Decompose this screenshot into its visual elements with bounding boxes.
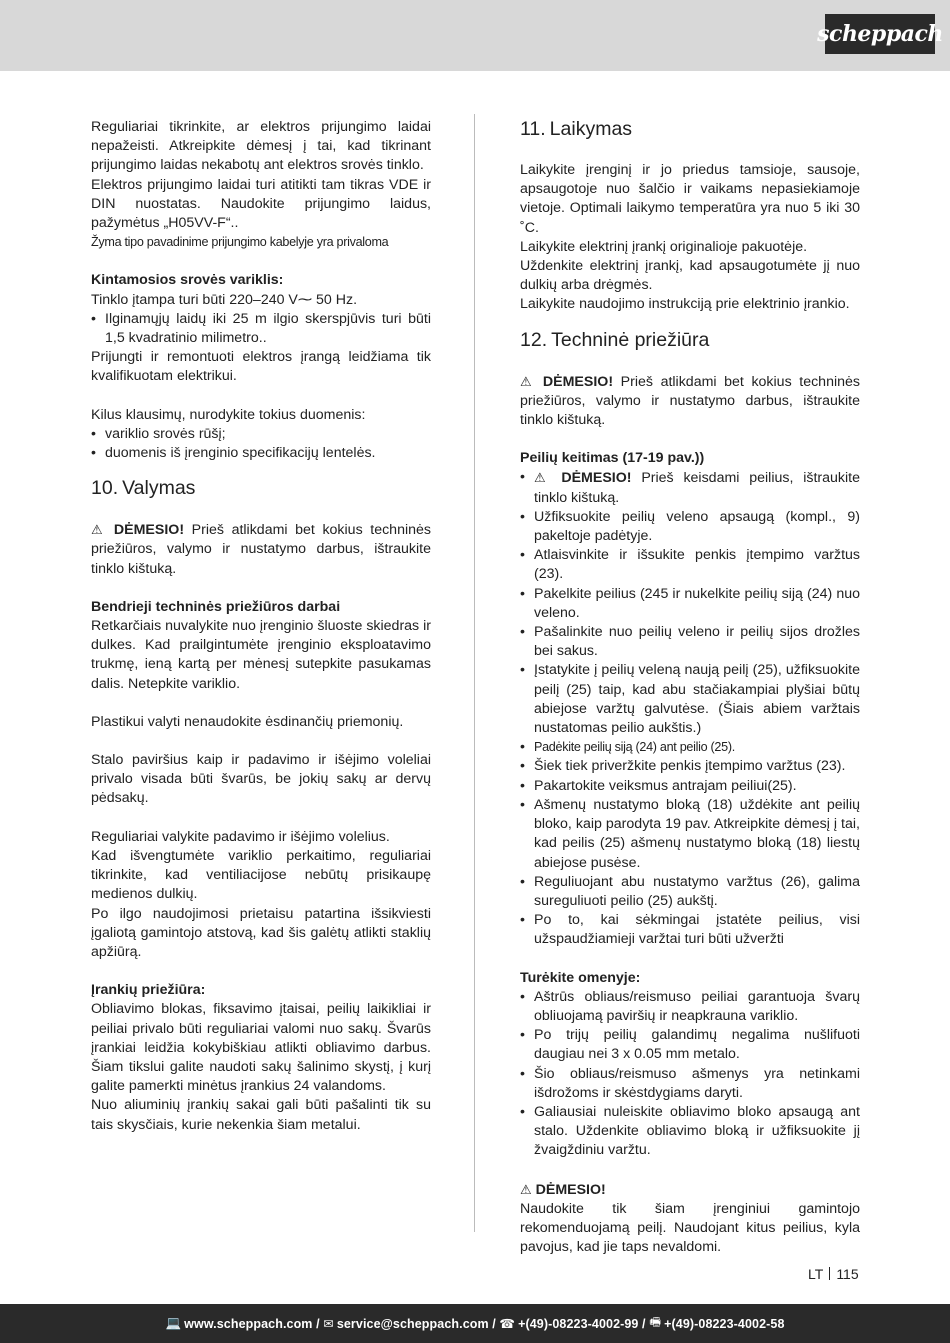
list-item: • Šio obliaus/reismuso ašmenys yra netinkami išdrožoms ir skėstdygiams daryti. [520, 1065, 860, 1103]
warning-label: DĖMESIO! [113, 522, 185, 539]
text-paragraph: Žyma tipo pavadinime prijungimo kabelyje yra privaloma [91, 235, 389, 250]
section-title: Laikymas [549, 118, 633, 140]
bullet-list [91, 425, 431, 463]
language-code: LT [808, 1266, 824, 1282]
page-number-value: 115 [836, 1266, 859, 1282]
text-paragraph: Uždenkite elektrinį įrankį, kad apsaugotumėte jį nuo dulkių arba drėgmės. [520, 258, 860, 294]
warning-label: DĖMESIO! [561, 470, 632, 487]
page-footer: 💻 www.scheppach.com / ✉ service@scheppach.com / ☎ +(49)-08223-4002-99 / 🖷 +(49)-08223-4002-58 [0, 1304, 950, 1343]
text-paragraph: Laikykite įrenginį ir jo priedus tamsioje, sausoje, apsaugotoje nuo šalčio ir vaikams nepasiekiamoje vietoje. Optimali laikymo temperatūra yra nuo 5 iki 30 ˚C. [520, 162, 860, 236]
subheading-ac-motor: Kintamosios srovės variklis: [91, 272, 284, 289]
text-paragraph: Reguliariai valykite padavimo ir išėjimo volelius. [91, 828, 390, 845]
list-item: • Šiek tiek priveržkite penkis įtempimo varžtus (23). [520, 757, 860, 776]
warning-icon: ⚠ [520, 1181, 532, 1197]
right-column [520, 116, 860, 1257]
subheading-blade-change: Peilių keitimas (17-19 pav.)) [520, 450, 705, 467]
warning-text: Prieš atlikdami bet kokius techninės priežiūros, valymo ir nustatymo darbus, ištraukite tinklo kištuką. [520, 373, 860, 429]
subheading-notes: Turėkite omenyje: [520, 969, 641, 986]
phone-icon: ☎ [499, 1317, 516, 1331]
text-paragraph: Laikykite naudojimo instrukciją prie elektrinio įrankio. [520, 296, 850, 313]
list-item: • Užfiksuokite peilių veleno apsaugą (kompl., 9) pakeltoje padėtyje. [520, 508, 860, 546]
page-header [0, 0, 950, 71]
brand-logo: scheppach [825, 14, 935, 54]
list-item: • Pašalinkite nuo peilių veleno ir peilių sijos drožles bei sakus. [520, 623, 860, 661]
warning-text: Prieš atlikdami bet kokius techninės priežiūros, valymo ir nustatymo darbus, ištraukite tinklo kištuką. [91, 522, 431, 577]
list-item: • Pakelkite peilius (245 ir nukelkite peilių siją (24) nuo veleno. [520, 585, 860, 623]
footer-website[interactable]: www.scheppach.com [184, 1316, 313, 1331]
list-item [520, 468, 860, 507]
list-item: • Pakartokite veiksmus antrajam peiliui(25). [520, 777, 860, 796]
text-paragraph: Laikykite elektrinį įrankį originalioje pakuotėje. [520, 238, 808, 255]
section-heading-12 [520, 327, 860, 353]
text-paragraph: Nuo aliuminių įrankių sakai gali būti pašalinti tik su tais skysčiais, kurie nekenkia šiam metalui. [91, 1097, 431, 1133]
list-item: • Įstatykite į peilių veleną naują peilį (25), užfiksuokite peilį (25) taip, kad abu stačiakampiai plyšiai būtų abiejose varžtų galvutėse. (Šiais abiem varžtais nustatomas peilio aukštis.) [520, 661, 860, 738]
warning-icon: ⚠ [534, 470, 552, 486]
warning-paragraph [91, 520, 431, 579]
text-paragraph: Kad išvengtumėte variklio perkaitimo, reguliariai tikrinkite, kad ventiliacijose nebūtų prisikaupę medienos dulkių. [91, 847, 431, 903]
list-item: • Padėkite peilių siją (24) ant peilio (25). [520, 738, 860, 757]
section-title: Valymas [122, 477, 196, 500]
bullet-list [520, 988, 860, 1161]
footer-fax: +(49)-08223-4002-58 [664, 1316, 785, 1331]
section-number: 11. [520, 118, 546, 140]
warning-label: DĖMESIO! [542, 373, 614, 390]
warning-text: Naudokite tik šiam įrenginiui gamintojo rekomenduojamą peilį. Naudojant kitus peilius, kyla pavojus, kad jie taps nevaldomi. [520, 1200, 860, 1256]
list-item: • Galiausiai nuleiskite obliavimo bloko apsaugą ant stalo. Uždenkite obliavimo bloką ir užfiksuokite jį žvaigždiniu varžtu. [520, 1103, 860, 1161]
warning-label: DĖMESIO! [535, 1181, 606, 1198]
warning-text: Prieš keisdami peilius, ištraukite tinklo kištuką. [534, 470, 860, 506]
footer-email[interactable]: service@scheppach.com [336, 1316, 489, 1331]
left-column [91, 118, 431, 1135]
section-heading-11 [520, 116, 860, 142]
computer-icon: 💻 [165, 1316, 182, 1330]
text-paragraph: Stalo paviršius kaip ir padavimo ir išėjimo voleliai privalo visada būti švarūs, be jokių sakų ar dervų pėdsakų. [91, 752, 431, 807]
text-paragraph: Plastikui valyti nenaudokite ėsdinančių priemonių. [91, 713, 404, 730]
list-item: • Po to, kai sėkmingai įstatėte peilius, visi užspaudžiamieji varžtai turi būti užveržti [520, 911, 860, 949]
list-item: • Aštrūs obliaus/reismuso peiliai garantuoja švarų obliuojamą paviršių ir neapkrauna variklio. [520, 988, 860, 1026]
warning-paragraph [520, 372, 860, 431]
list-item: • Reguliuojant abu nustatymo varžtus (26), galima sureguliuoti peilio (25) aukštį. [520, 873, 860, 911]
fax-icon: 🖷 [649, 1315, 662, 1329]
section-number: 12. [520, 328, 548, 351]
mail-icon: ✉ [323, 1317, 334, 1331]
bullet-list [91, 310, 431, 348]
list-item: • Ašmenų nustatymo bloką (18) uždėkite ant peilių bloko, kaip parodyta 19 pav. Atkreipkite dėmesį į tai, kad peilis (25) ašmenų nustatymo bloką (18) liestų abiejose pusėse. [520, 796, 860, 873]
section-heading-10 [91, 475, 431, 501]
text-paragraph: Reguliariai tikrinkite, ar elektros prijungimo laidai nepažeisti. Atkreipkite dėmesį į tai, kad tikrinant prijungimo laidas nekabotų ant elektros srovės tinklo. [91, 119, 431, 174]
text-paragraph: Prijungti ir remontuoti elektros įrangą leidžiama tik kvalifikuotam elektrikui. [91, 349, 431, 385]
section-title: Techninė priežiūra [551, 328, 710, 351]
text-paragraph: Elektros prijungimo laidai turi atitikti tam tikras VDE ir DIN nuostatas. Naudokite prijungimo laidus, pažymėtus „H05VV-F“.. [91, 176, 431, 232]
warning-icon: ⚠ [520, 373, 536, 389]
list-item: • variklio srovės rūšį; [91, 425, 431, 444]
warning-heading [520, 1180, 860, 1200]
list-item: • Ilginamųjų laidų iki 25 m ilgio skerspjūvis turi būti 1,5 kvadratinio milimetro.. [91, 310, 431, 348]
text-paragraph: Po ilgo naudojimosi prietaisu patartina išsikviesti įgaliotą gamintojo atstovą, kad šis galėtų atlikti staklių apžiūrą. [91, 905, 431, 960]
text-paragraph: Kilus klausimų, nurodykite tokius duomenis: [91, 406, 366, 423]
list-item: • Po trijų peilių galandimų negalima nušlifuoti daugiau nei 3 x 0.05 mm metalo. [520, 1026, 860, 1064]
text-paragraph: Obliavimo blokas, fiksavimo įtaisai, peilių laikikliai ir peiliai privalo būti reguliariai valomi nuo sakų. Švarūs įrankiai leidžia kokybiškiau atlikti obliavimo darbus. Šiam tikslui galite naudoti sakų šalinimo skystį, į kurį galite pamerkti minėtus įrankius 24 valandoms. [91, 1001, 431, 1095]
list-item: • Atlaisvinkite ir išsukite penkis įtempimo varžtus (23). [520, 546, 860, 584]
list-item: • duomenis iš įrenginio specifikacijų lentelės. [91, 444, 431, 463]
section-number: 10. [91, 477, 119, 500]
text-paragraph: Retkarčiais nuvalykite nuo įrenginio šluoste skiedras ir dulkes. Kad prailgintumėte įrenginio eksploatavimo trukmę, ieną kartą per mėnesį sutepkite pasukamas dalis. Netepkite variklio. [91, 618, 431, 692]
subheading-tool-care: Įrankių priežiūra: [91, 982, 206, 999]
column-divider [474, 114, 475, 1232]
footer-phone: +(49)-08223-4002-99 [518, 1316, 639, 1331]
bullet-list [520, 468, 860, 949]
warning-icon: ⚠ [91, 522, 107, 538]
text-paragraph: Tinklo įtampa turi būti 220–240 V⁓ 50 Hz. [91, 291, 358, 308]
page-number [808, 1266, 859, 1282]
subheading-general-maintenance: Bendrieji techninės priežiūros darbai [91, 598, 341, 615]
